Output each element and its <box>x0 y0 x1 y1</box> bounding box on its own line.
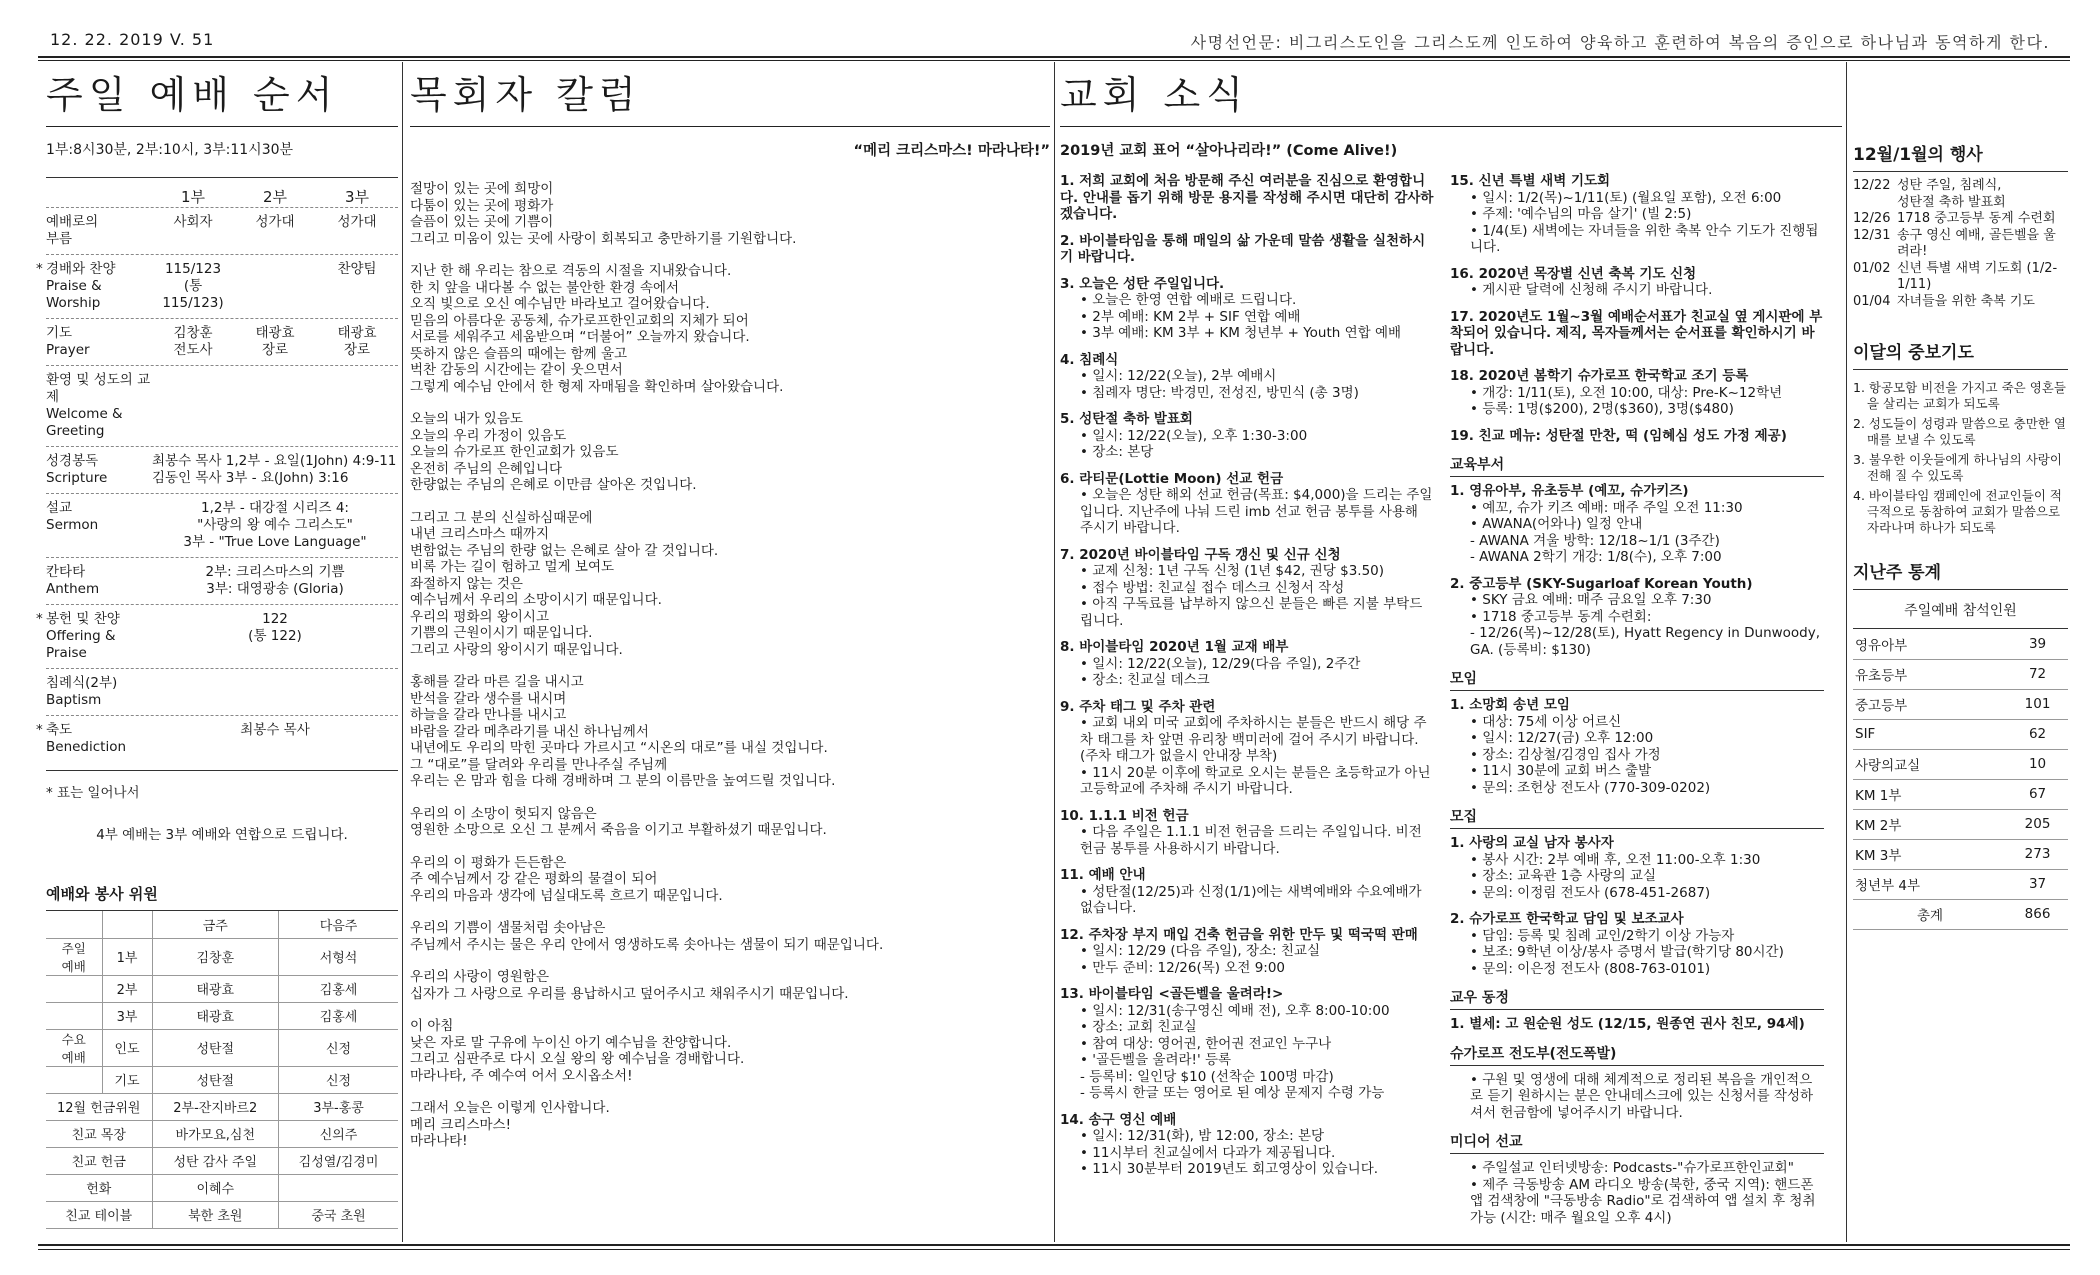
staff-row <box>46 1029 398 1066</box>
news-group-heading: 모집 <box>1450 806 1824 829</box>
order-row <box>46 365 398 446</box>
news-item <box>1450 911 1824 977</box>
service-header: 2부 <box>262 188 288 206</box>
attendance-row <box>1853 719 2068 749</box>
event-date: 01/02 <box>1853 260 1891 276</box>
news-item-body: • 봉사 시간: 2부 예배 후, 오전 11:00-오후 1:30 • 장소: 교육관 1층 사랑의 교실 • 문의: 이정림 전도사 (678-451-2687) <box>1470 851 1761 901</box>
order-item-value: 찬양팀 <box>337 261 377 277</box>
news-item-body: • 일시: 12/22(오늘), 오후 1:30-3:00 • 장소: 본당 <box>1080 427 1308 460</box>
column-paragraph: 그래서 오늘은 이렇게 인사합니다. 메리 크리스마스! 마라나타! <box>410 1100 610 1149</box>
staff-table <box>46 911 398 1229</box>
prayer-list <box>1853 380 2068 536</box>
prayer-item: 1. 항공모함 비전을 가지고 죽은 영혼들을 살리는 교회가 되도록 <box>1853 380 2066 411</box>
order-item-label: 칸타타 Anthem <box>46 564 100 597</box>
news-item-title: 8. 바이블타임 2020년 1월 교재 배부 <box>1060 639 1289 655</box>
news-item <box>1060 233 1434 266</box>
news-item <box>1060 867 1434 917</box>
order-item-label: 설교 Sermon <box>46 500 99 533</box>
event-text: 신년 특별 새벽 기도회 (1/2-1/11) <box>1897 260 2058 292</box>
column-paragraph: 우리의 이 소망이 헛되지 않음은 영원한 소망으로 오신 그 분께서 죽음을 이기고 부활하셨기 때문입니다. <box>410 805 827 838</box>
top-bar <box>38 30 2070 54</box>
top-rule <box>38 56 2070 58</box>
news-item-body: • 다음 주일은 1.1.1 비전 헌금을 드리는 주일입니다. 비전 헌금 봉투를 사용하시기 바랍니다. <box>1080 824 1422 857</box>
bottom-rule <box>38 1244 2070 1246</box>
event-date: 12/31 <box>1853 227 1891 243</box>
order-item-label: 침례식(2부) Baptism <box>46 675 118 708</box>
attendance-count: 10 <box>2005 749 2068 779</box>
order-item-label: 성경봉독 Scripture <box>46 453 108 486</box>
news-item <box>1450 1072 1824 1122</box>
column-divider <box>1054 62 1055 1242</box>
column-paragraph: 우리의 이 평화가 든든함은 주 예수님께서 강 같은 평화의 물결이 되어 우리의 마음과 생각에 넘실대도록 흐르기 때문입니다. <box>410 854 723 904</box>
attendance-count: 72 <box>2005 659 2068 689</box>
column-paragraph: 우리의 사랑이 영원함은 십자가 그 사랑으로 우리를 용납하시고 덮어주시고 채워주시기 때문입니다. <box>410 969 849 1002</box>
event-date: 12/26 <box>1853 211 1891 226</box>
issue-date: 12. 22. 2019 V. 51 <box>50 30 215 49</box>
attendance-group: 청년부 4부 <box>1853 869 2005 899</box>
order-item-value: 최봉수 목사 1,2부 - 요일(1John) 4:9-11 김동인 목사 3부 - 요(John) 3:16 <box>152 453 397 486</box>
attendance-group: SIF <box>1853 719 2005 749</box>
news-item <box>1060 276 1434 342</box>
staff-header-this-week: 금주 <box>152 911 279 938</box>
order-item-label: 환영 및 성도의 교제 Welcome & Greeting <box>46 372 151 439</box>
event-date: 12/22 <box>1853 178 1891 193</box>
staff-next-week: 김홍세 <box>279 1002 398 1029</box>
order-row <box>46 668 398 715</box>
news-item-title: 5. 성탄절 축하 발표회 <box>1060 411 1193 427</box>
news-item-body: • 일시: 1/2(목)~1/11(토) (월요일 포함), 오전 6:00 • 주제: '예수님의 마음 살기' (빌 2:5) • 1/4(토) 새벽에는 자녀들을 위한 축복 안수 기도가 진행됩니다. <box>1470 189 1819 255</box>
news-item-title: 2. 슈가로프 한국학교 담임 및 보조교사 <box>1450 911 1684 927</box>
bulletin-page <box>38 0 2070 1275</box>
attendance-row <box>1853 869 2068 899</box>
event-item <box>1853 261 2068 294</box>
staff-next-week: 3부-홍콩 <box>279 1093 398 1120</box>
attendance-row <box>1853 689 2068 719</box>
order-row <box>36 715 398 762</box>
order-row <box>36 604 398 668</box>
attendance-group: KM 3부 <box>1853 839 2005 869</box>
prayer-title: 이달의 중보기도 <box>1853 338 2068 370</box>
prayer-item: 2. 성도들이 성령과 말씀으로 충만한 열매를 보낼 수 있도록 <box>1853 416 2066 447</box>
event-text: 송구 영신 예배, 골든벨을 울려라! <box>1897 227 2056 259</box>
news-item <box>1450 368 1824 418</box>
news-item-body: • 일시: 12/29 (다음 주일), 장소: 친교실 • 만두 준비: 12/26(목) 오전 9:00 <box>1080 943 1320 976</box>
staff-this-week: 김창훈 <box>152 938 279 975</box>
news-item <box>1450 697 1824 796</box>
stats-title: 지난주 통계 <box>1853 558 2068 590</box>
top-rule-thin <box>38 60 2070 61</box>
news-item-body: • SKY 금요 예배: 매주 금요일 오후 7:30 • 1718 중고등부 동계 수련회: - 12/26(목)~12/28(토), Hyatt Regency in Dunwoody, GA. (등록비: $130) <box>1470 592 1821 658</box>
news-item <box>1060 808 1434 858</box>
attendance-count: 37 <box>2005 869 2068 899</box>
attendance-row <box>1853 749 2068 779</box>
stand-marker: * <box>36 611 43 627</box>
order-row <box>46 493 398 557</box>
news-item-body: • 구원 및 영생에 대해 체계적으로 정리된 복음을 개인적으로 듣기 원하시는 분은 안내데스크에 있는 신청서를 작성하셔서 헌금함에 넣어주시기 바랍니다. <box>1470 1071 1814 1121</box>
news-columns <box>1060 173 1842 1236</box>
news-item-title: 10. 1.1.1 비전 헌금 <box>1060 807 1189 824</box>
news-item-body: • 주일설교 인터넷방송: Podcasts-"슈가로프한인교회" • 제주 극동방송 AM 라디오 방송(북한, 중국 지역): 핸드폰 앱 검색창에 "극동방송 Radio"로 검색하여 앱 설치 후 청취 가능 (시간: 매주 월요일 오후 4시) <box>1470 1160 1816 1226</box>
news-item-body: • 대상: 75세 이상 어르신 • 일시: 12/27(금) 오후 12:00 • 장소: 김상철/김경임 집사 가정 • 11시 30분에 교회 버스 출발 • 문의: 조헌상 전도사 (770-309-0202) <box>1470 713 1711 796</box>
staff-row <box>46 1147 398 1174</box>
column-paragraph: 오늘의 내가 있음도 오늘의 우리 가정이 있음도 오늘의 슈가로프 한인교회가 있음도 온전히 주님의 은혜입니다 한량없는 주님의 은혜로 이만큼 살아온 것입니다. <box>410 411 697 493</box>
attendance-count: 62 <box>2005 719 2068 749</box>
order-row <box>46 207 398 254</box>
news-item <box>1060 411 1434 461</box>
service-header: 1부 <box>180 188 206 206</box>
column-divider <box>1846 62 1847 1242</box>
news-item <box>1450 173 1824 256</box>
event-item <box>1853 211 2068 228</box>
staff-this-week: 북한 초원 <box>152 1201 279 1228</box>
service-times: 1부:8시30분, 2부:10시, 3부:11시30분 <box>46 142 294 158</box>
staff-role: 친교 목장 <box>46 1120 152 1147</box>
staff-role: 2부 <box>102 975 152 1002</box>
staff-row <box>46 1120 398 1147</box>
order-item-label: 경배와 찬양 Praise & Worship <box>46 261 116 311</box>
staff-role: 친교 헌금 <box>46 1147 152 1174</box>
event-text: 1718 중고등부 동계 수련회 <box>1897 211 2056 226</box>
order-item-value: 1,2부 - 대강절 시리즈 4: "사랑의 왕 예수 그리스도" 3부 - "True Love Language" <box>183 500 367 550</box>
staff-role: 12월 헌금위원 <box>46 1093 152 1120</box>
order-item-value: 사회자 <box>173 214 213 230</box>
news-item <box>1060 639 1434 689</box>
news-item-title: 1. 저희 교회에 처음 방문해 주신 여러분을 진심으로 환영합니다. 안내를 돕기 위해 방문 용지를 작성해 주시면 대단히 감사하겠습니다. <box>1060 173 1434 222</box>
order-row <box>36 254 398 318</box>
staff-row <box>46 1174 398 1201</box>
order-item-value: 태광효 장로 <box>255 325 295 358</box>
staff-header-next-week: 다음주 <box>279 911 398 938</box>
news-item-title: 7. 2020년 바이블타임 구독 갱신 및 신규 신청 <box>1060 546 1341 563</box>
attendance-row <box>1853 899 2068 929</box>
staff-row <box>46 938 398 975</box>
order-item-label: 예배로의 부름 <box>46 214 99 247</box>
news-item-title: 2. 바이블타임을 통해 매일의 삶 가운데 말씀 생활을 실천하시기 바랍니다. <box>1060 232 1426 265</box>
church-news-title: 교회 소식 <box>1060 73 1249 117</box>
attendance-count: 39 <box>2005 629 2068 659</box>
staff-row <box>46 1066 398 1093</box>
news-item-body: • 교제 신청: 1년 구독 신청 (1년 $42, 권당 $3.50) • 접수 방법: 친교실 접수 데스크 신청서 작성 • 아직 구독료를 납부하지 않으신 분들은 빠른 지불 부탁드립니다. <box>1080 563 1423 629</box>
news-item-title: 2. 중고등부 (SKY-Sugarloaf Korean Youth) <box>1450 575 1753 592</box>
column-body <box>410 181 1050 1150</box>
staff-row <box>46 1002 398 1029</box>
news-item-title: 9. 주차 태그 및 주차 관련 <box>1060 698 1216 715</box>
news-item-title: 4. 침례식 <box>1060 351 1119 368</box>
column-paragraph: 이 아침 낮은 자로 말 구유에 누이신 아기 예수님을 찬양합니다. 그리고 심판주로 다시 오실 왕의 왕 예수님을 경배합니다. 마라나타, 주 예수여 어서 오시옵소서! <box>410 1018 745 1084</box>
staff-this-week: 성탄절 <box>152 1029 279 1066</box>
news-item-title: 3. 오늘은 성탄 주일입니다. <box>1060 275 1225 292</box>
staff-next-week: 신정 <box>279 1066 398 1093</box>
order-item-value <box>152 675 398 709</box>
news-item-title: 6. 라티문(Lottie Moon) 선교 헌금 <box>1060 470 1284 487</box>
news-item <box>1060 1112 1434 1178</box>
column-divider <box>402 62 403 1242</box>
events-list <box>1853 178 2068 310</box>
attendance-count: 866 <box>2005 899 2068 929</box>
order-item-value <box>152 372 398 440</box>
section-rule <box>410 126 1050 127</box>
staff-next-week: 김홍세 <box>279 975 398 1002</box>
attendance-group: 영유아부 <box>1853 629 2005 659</box>
news-item-body: • 교회 내외 미국 교회에 주차하시는 분들은 반드시 해당 주차 태그를 차 앞면 유리창 백미러에 걸어 주시기 바랍니다. (주차 태그가 없을시 안내장 부착) • 11시 20분 이후에 학교로 오시는 분들은 초등학교가 아닌 고등학교에 주차해 주시기 바랍니다. <box>1080 715 1431 797</box>
attendance-group: 유초등부 <box>1853 659 2005 689</box>
news-item <box>1450 1016 1824 1033</box>
attendance-group: KM 2부 <box>1853 809 2005 839</box>
staff-next-week: 서형석 <box>279 938 398 975</box>
stats-subtitle: 주일예배 참석인원 <box>1853 600 2068 629</box>
event-item <box>1853 178 2068 211</box>
column-headline: “메리 크리스마스! 마라나타!” <box>853 143 1050 159</box>
news-group-heading: 모임 <box>1450 668 1824 691</box>
staff-row <box>46 1201 398 1228</box>
news-item-title: 1. 별세: 고 원순원 성도 (12/15, 원종연 권사 친모, 94세) <box>1450 1016 1805 1032</box>
staff-next-week <box>279 1174 398 1201</box>
attendance-row <box>1853 629 2068 659</box>
events-title: 12월/1월의 행사 <box>1853 140 2068 172</box>
order-item-value <box>234 261 316 312</box>
attendance-row <box>1853 779 2068 809</box>
worship-order-rows <box>36 207 398 762</box>
pastor-column-title: 목회자 칼럼 <box>410 73 642 117</box>
news-group-heading: 슈가로프 전도부(전도폭발) <box>1450 1043 1824 1066</box>
news-item-title: 13. 바이블타임 <골든벨을 울려라!> <box>1060 986 1284 1002</box>
attendance-row <box>1853 659 2068 689</box>
news-item-title: 11. 예배 안내 <box>1060 867 1146 883</box>
prayer-item: 4. 바이블타임 캠페인에 전교인들이 적극적으로 동참하여 교회가 말씀으로 자라나며 하나가 되도록 <box>1853 488 2062 535</box>
staff-group: 주일 예배 <box>46 938 102 975</box>
news-group-heading: 교우 동정 <box>1450 987 1824 1010</box>
news-group-heading: 미디어 선교 <box>1450 1131 1824 1154</box>
news-item <box>1450 428 1824 445</box>
order-row <box>46 557 398 604</box>
attendance-count: 67 <box>2005 779 2068 809</box>
order-item-label: 축도 Benediction <box>46 722 127 755</box>
news-item-title: 1. 소망회 송년 모임 <box>1450 697 1570 713</box>
service-header: 3부 <box>344 188 370 206</box>
event-date: 01/04 <box>1853 293 1891 309</box>
worship-title: 주일 예배 순서 <box>46 73 339 117</box>
staff-this-week: 태광효 <box>152 1002 279 1029</box>
order-item-value: 성가대 <box>255 214 295 230</box>
staff-header-row <box>46 911 398 938</box>
news-item-body: • 게시판 달력에 신청해 주시기 바랍니다. <box>1470 282 1713 298</box>
staff-next-week: 중국 초원 <box>279 1201 398 1228</box>
news-item <box>1060 471 1434 537</box>
news-item-title: 18. 2020년 봄학기 슈가로프 한국학교 조기 등록 <box>1450 368 1749 384</box>
stand-marker: * <box>36 722 43 738</box>
staff-this-week: 이혜수 <box>152 1174 279 1201</box>
pastor-column-section <box>410 68 1050 1166</box>
attendance-group: 중고등부 <box>1853 689 2005 719</box>
section-rule <box>46 126 398 127</box>
news-item <box>1060 547 1434 630</box>
staff-row <box>46 1093 398 1120</box>
staff-this-week: 바가모요,심천 <box>152 1120 279 1147</box>
attendance-group: KM 1부 <box>1853 779 2005 809</box>
news-item-title: 17. 2020년도 1월~3월 예배순서표가 친교실 옆 게시판에 부착되어 있습니다. 제직, 목자들께서는 순서표를 확인하시기 바랍니다. <box>1450 308 1823 358</box>
order-item-label: 기도 Prayer <box>46 325 90 358</box>
news-item <box>1450 483 1824 566</box>
order-item-value: 115/123 (통 115/123) <box>162 261 224 311</box>
news-item-body: • 성탄절(12/25)과 신정(1/1)에는 새벽예배와 수요예배가 없습니다. <box>1080 883 1422 916</box>
news-item-title: 19. 친교 메뉴: 성탄절 만찬, 떡 (임혜심 성도 가정 제공) <box>1450 427 1787 444</box>
order-item-value: 2부: 크리스마스의 기쁨 3부: 대영광송 (Gloria) <box>205 564 345 597</box>
staff-this-week: 성탄절 <box>152 1066 279 1093</box>
event-text: 성탄 주일, 침례식, 성탄절 축하 발표회 <box>1897 178 2006 210</box>
news-item-body: • 일시: 12/31(화), 밤 12:00, 장소: 본당 • 11시부터 친교실에서 다과가 제공됩니다. • 11시 30분부터 2019년도 회고영상이 있습니다. <box>1080 1128 1379 1177</box>
mission-statement: 사명선언문: 비그리스도인을 그리스도께 인도하여 양육하고 훈련하여 복음의 증인으로 하나님과 동역하게 한다. <box>1190 33 2050 52</box>
staff-next-week: 김성열/김경미 <box>279 1147 398 1174</box>
staff-role: 1부 <box>102 938 152 975</box>
stand-marker: * <box>36 261 43 277</box>
news-item <box>1060 986 1434 1102</box>
news-item-body: • 일시: 12/31(송구영신 예배 전), 오후 8:00-10:00 • 장소: 교회 친교실 • 참여 대상: 영어권, 한어권 전교인 누구나 • '골든벨을 울려라!' 등록 - 등록비: 일인당 $10 (선착순 100명 마감) - 등록시 한글 또는 영어로 된 예상 문제지 수령 가능 <box>1080 1002 1390 1101</box>
column-paragraph: 절망이 있는 곳에 희망이 다툼이 있는 곳에 평화가 슬픔이 있는 곳에 기쁨이 그리고 미움이 있는 곳에 사랑이 회복되고 충만하기를 기원합니다. <box>410 181 797 247</box>
bottom-rule-thin <box>38 1249 2070 1250</box>
staff-role: 친교 테이블 <box>46 1201 152 1228</box>
attendance-count: 205 <box>2005 809 2068 839</box>
staff-group: 수요 예배 <box>46 1029 102 1066</box>
staff-group <box>46 1002 102 1029</box>
news-item-body: • 일시: 12/22(오늘), 2부 예배시 • 침례자 명단: 박경민, 전성진, 방민식 (총 3명) <box>1080 368 1359 401</box>
staff-title: 예배와 봉사 위원 <box>46 883 398 911</box>
attendance-group: 총계 <box>1853 899 2005 929</box>
stand-note: * 표는 일어나서 <box>46 770 398 801</box>
attendance-row <box>1853 809 2068 839</box>
news-item-title: 16. 2020년 목장별 신년 축복 기도 신청 <box>1450 265 1697 282</box>
news-item <box>1060 927 1434 977</box>
news-item-title: 12. 주차장 부지 매입 건축 헌금을 위한 만두 및 떡국떡 판매 <box>1060 926 1418 943</box>
column-paragraph: 우리의 기쁨이 샘물처럼 솟아남은 주님께서 주시는 물은 우리 안에서 영생하도록 솟아나는 샘물이 되기 때문입니다. <box>410 920 884 953</box>
attendance-count: 273 <box>2005 839 2068 869</box>
news-item-title: 14. 송구 영신 예배 <box>1060 1111 1177 1128</box>
news-item <box>1450 1160 1824 1226</box>
news-group-heading: 교육부서 <box>1450 454 1824 477</box>
attendance-count: 101 <box>2005 689 2068 719</box>
news-item-body: • 일시: 12/22(오늘), 12/29(다음 주일), 2주간 • 장소: 친교실 데스크 <box>1080 655 1361 688</box>
column-paragraph: 그리고 그 분의 신실하심때문에 내년 크리스마스 때까지 변함없는 주님의 한량 없는 은혜로 살아 갈 것입니다. 비록 가는 길이 험하고 멀게 보여도 좌절하지 않는 것은 예수님께서 우리의 소망이시기 때문입니다. 우리의 평화의 왕이시고 기쁨의 근원이시기 때문입니다. 그리고 사랑의 왕이시기 때문입니다. <box>410 509 719 658</box>
order-row <box>46 318 398 365</box>
news-item <box>1450 309 1824 359</box>
staff-role: 인도 <box>102 1029 152 1066</box>
column-paragraph: 홍해를 갈라 마른 길을 내시고 반석을 갈라 생수를 내시며 하늘을 갈라 만나를 내시고 바람을 갈라 메추라기를 내신 하나님께서 내년에도 우리의 막힌 곳마다 가르시고 “시온의 대로”를 내실 것입니다. 그 “대로”를 달려와 우리를 만나주실 주님께 우리는 온 맘과 힘을 다해 경배하며 그 분의 이름만을 높여드릴 것입니다. <box>410 674 836 789</box>
service-column-headers <box>46 177 398 207</box>
staff-role: 기도 <box>102 1066 152 1093</box>
sidebar-section <box>1853 68 2068 930</box>
news-item <box>1450 576 1824 659</box>
news-column-left <box>1060 173 1442 1236</box>
staff-this-week: 2부-잔지바르2 <box>152 1093 279 1120</box>
news-item-title: 1. 영유아부, 유초등부 (예꼬, 슈가키즈) <box>1450 483 1689 499</box>
news-item-body: • 오늘은 성탄 해외 선교 헌금(목표: $4,000)을 드리는 주일입니다. 지난주에 나눠 드린 imb 선교 헌금 봉투를 사용해 주시기 바랍니다. <box>1080 487 1433 536</box>
attendance-table <box>1853 629 2068 930</box>
news-item <box>1450 266 1824 299</box>
staff-this-week: 성탄 감사 주일 <box>152 1147 279 1174</box>
staff-this-week: 태광효 <box>152 975 279 1002</box>
order-item-value: 122 (통 122) <box>248 611 302 644</box>
news-item <box>1060 173 1434 223</box>
church-news-section <box>1060 68 1842 1236</box>
staff-role: 헌화 <box>46 1174 152 1201</box>
news-item <box>1060 699 1434 798</box>
news-item-body: • 예꼬, 슈가 키즈 예배: 매주 주일 오전 11:30 • AWANA(어와나) 일정 안내 - AWANA 겨울 방학: 12/18~1/1 (3주간) - AWANA 2학기 개강: 1/8(수), 오후 7:00 <box>1470 499 1743 565</box>
prayer-item: 3. 불우한 이웃들에게 하나님의 사랑이 전해 질 수 있도록 <box>1853 452 2062 483</box>
order-item-value: 김창훈 전도사 <box>173 325 213 358</box>
staff-next-week: 신정 <box>279 1029 398 1066</box>
event-item <box>1853 228 2068 261</box>
news-item-body: • 담임: 등록 및 침례 교인/2학기 이상 가능자 • 보조: 9학년 이상/봉사 증명서 발급(학기당 80시간) • 문의: 이은정 전도사 (808-763-0101) <box>1470 927 1784 977</box>
staff-next-week: 신의주 <box>279 1120 398 1147</box>
event-item <box>1853 294 2068 311</box>
news-item-body: • 오늘은 한영 연합 예배로 드립니다. • 2부 예배: KM 2부 + SIF 연합 예배 • 3부 예배: KM 3부 + KM 청년부 + Youth 연합 예배 <box>1080 292 1402 341</box>
news-item-body: • 개강: 1/11(토), 오전 10:00, 대상: Pre-K~12학년 • 등록: 1명($200), 2명($360), 3명($480) <box>1470 384 1783 417</box>
column-paragraph: 지난 한 해 우리는 참으로 격동의 시절을 지내왔습니다. 한 치 앞을 내다볼 수 없는 불안한 환경 속에서 오직 빛으로 오신 예수님만 바라보고 걸어왔습니다. 믿음의 아름다운 공동체, 슈가로프한인교회의 지체가 되어 서로를 세워주고 세움받으며 “더불어” 오늘까지 왔습니다. 뜻하지 않은 슬픔의 때에는 함께 울고 벅찬 감동의 시간에는 같이 웃으면서 그렇게 예수님 안에서 한 형제 자매됨을 확인하며 살아왔습니다. <box>410 263 784 395</box>
event-text: 자녀들을 위한 축복 기도 <box>1897 293 2035 309</box>
order-item-value: 태광효 장로 <box>337 325 377 358</box>
news-column-right <box>1450 173 1832 1236</box>
news-item <box>1060 352 1434 402</box>
order-item-value: 성가대 <box>337 214 377 230</box>
attendance-row <box>1853 839 2068 869</box>
staff-role: 3부 <box>102 1002 152 1029</box>
joint-service-note: 4부 예배는 3부 예배와 연합으로 드립니다. <box>96 827 348 843</box>
worship-order-section <box>36 68 398 1229</box>
staff-group <box>46 975 102 1002</box>
attendance-group: 사랑의교실 <box>1853 749 2005 779</box>
order-item-value: 최봉수 목사 <box>240 722 310 738</box>
news-item <box>1450 835 1824 901</box>
news-item-title: 15. 신년 특별 새벽 기도회 <box>1450 173 1611 189</box>
order-row <box>46 446 398 493</box>
news-item-title: 1. 사랑의 교실 남자 봉사자 <box>1450 835 1614 851</box>
section-rule <box>1060 126 1842 127</box>
staff-row <box>46 975 398 1002</box>
staff-group <box>46 1066 102 1093</box>
church-motto: 2019년 교회 표어 “살아나리라!” (Come Alive!) <box>1060 143 1398 159</box>
order-item-label: 봉헌 및 찬양 Offering & Praise <box>46 611 120 661</box>
